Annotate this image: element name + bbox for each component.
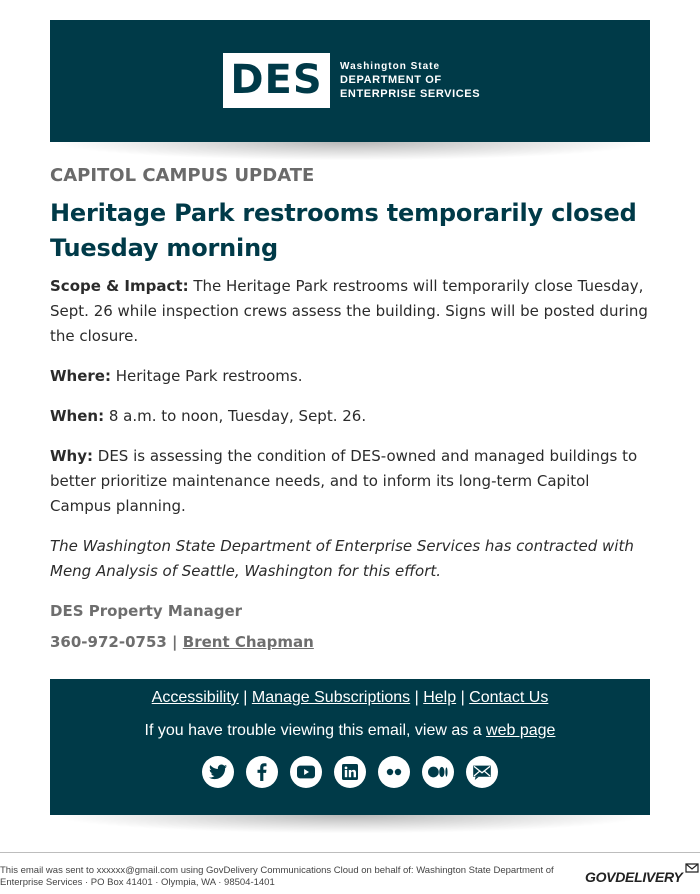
twitter-icon[interactable] — [202, 756, 234, 788]
help-link[interactable]: Help — [423, 689, 457, 706]
where-label: Where: — [50, 367, 111, 385]
trouble-text: If you have trouble viewing this email, view as a — [144, 722, 487, 739]
email-icon[interactable] — [466, 756, 498, 788]
why-text: DES is assessing the condition of DES-owned and managed buildings to better prioritize maintenance needs, and to inform its long-term Capitol Campus planning. — [50, 447, 638, 515]
article-title: Heritage Park restrooms temporarily closed Tuesday morning — [50, 199, 637, 262]
web-page-link[interactable]: web page — [486, 722, 556, 739]
logo-line-state: Washington State — [340, 61, 441, 72]
contact-name-link[interactable]: Brent Chapman — [182, 633, 314, 651]
contact-us-link[interactable]: Contact Us — [469, 689, 549, 706]
footer-shadow — [58, 815, 642, 833]
footer-link-separator: | — [238, 689, 252, 706]
scope-label: Scope & Impact: — [50, 277, 189, 295]
accessibility-link[interactable]: Accessibility — [151, 689, 239, 706]
header-banner — [50, 20, 650, 142]
view-online-text — [50, 721, 650, 741]
medium-icon[interactable] — [422, 756, 454, 788]
des-logo[interactable]: DES — [223, 53, 330, 108]
footer-links — [50, 688, 650, 708]
youtube-icon[interactable] — [290, 756, 322, 788]
logo-line-services: ENTERPRISE SERVICES — [340, 88, 481, 100]
govdelivery-logo[interactable]: GOVDELIVERY — [585, 869, 683, 885]
linkedin-icon[interactable] — [334, 756, 366, 788]
article-eyebrow: CAPITOL CAMPUS UPDATE — [50, 165, 315, 186]
when-label: When: — [50, 407, 105, 425]
logo-line-dept: DEPARTMENT OF — [340, 74, 442, 86]
article-body — [50, 162, 650, 661]
footer-link-separator: | — [456, 689, 470, 706]
flickr-icon[interactable] — [378, 756, 410, 788]
govdelivery-envelope-icon — [685, 862, 699, 874]
scope-text: The Heritage Park restrooms will temporarily close Tuesday, Sept. 26 while inspection crews assess the building. Signs will be posted during the closure. — [50, 277, 648, 345]
why-label: Why: — [50, 447, 94, 465]
social-icons — [202, 756, 498, 788]
logo-wordmark — [340, 61, 480, 101]
contact-separator: | — [166, 633, 183, 651]
signature-title: DES Property Manager — [50, 602, 243, 620]
delivery-notice: This email was sent to xxxxxx@gmail.com using GovDelivery Communications Cloud on behalf of: Washington State Department of Enterprise Services · PO Box 41401 · Olympia, WA · 98504-1401 — [0, 865, 554, 888]
bottom-divider — [0, 852, 700, 853]
where-text: Heritage Park restrooms. — [110, 367, 303, 385]
contact-phone: 360-972-0753 — [50, 633, 167, 651]
contractor-note: The Washington State Department of Enterprise Services has contracted with Meng Analysis of Seattle, Washington for this effort. — [50, 537, 634, 580]
why-paragraph — [50, 444, 650, 519]
header-shadow — [58, 142, 642, 160]
signature-contact — [50, 630, 650, 654]
when-paragraph — [50, 404, 650, 429]
when-text: 8 a.m. to noon, Tuesday, Sept. 26. — [104, 407, 367, 425]
footer-banner — [50, 679, 650, 815]
where-paragraph — [50, 364, 650, 389]
manage-subscriptions-link[interactable]: Manage Subscriptions — [251, 689, 411, 706]
footer-link-separator: | — [410, 689, 424, 706]
scope-paragraph — [50, 274, 650, 349]
facebook-icon[interactable] — [246, 756, 278, 788]
